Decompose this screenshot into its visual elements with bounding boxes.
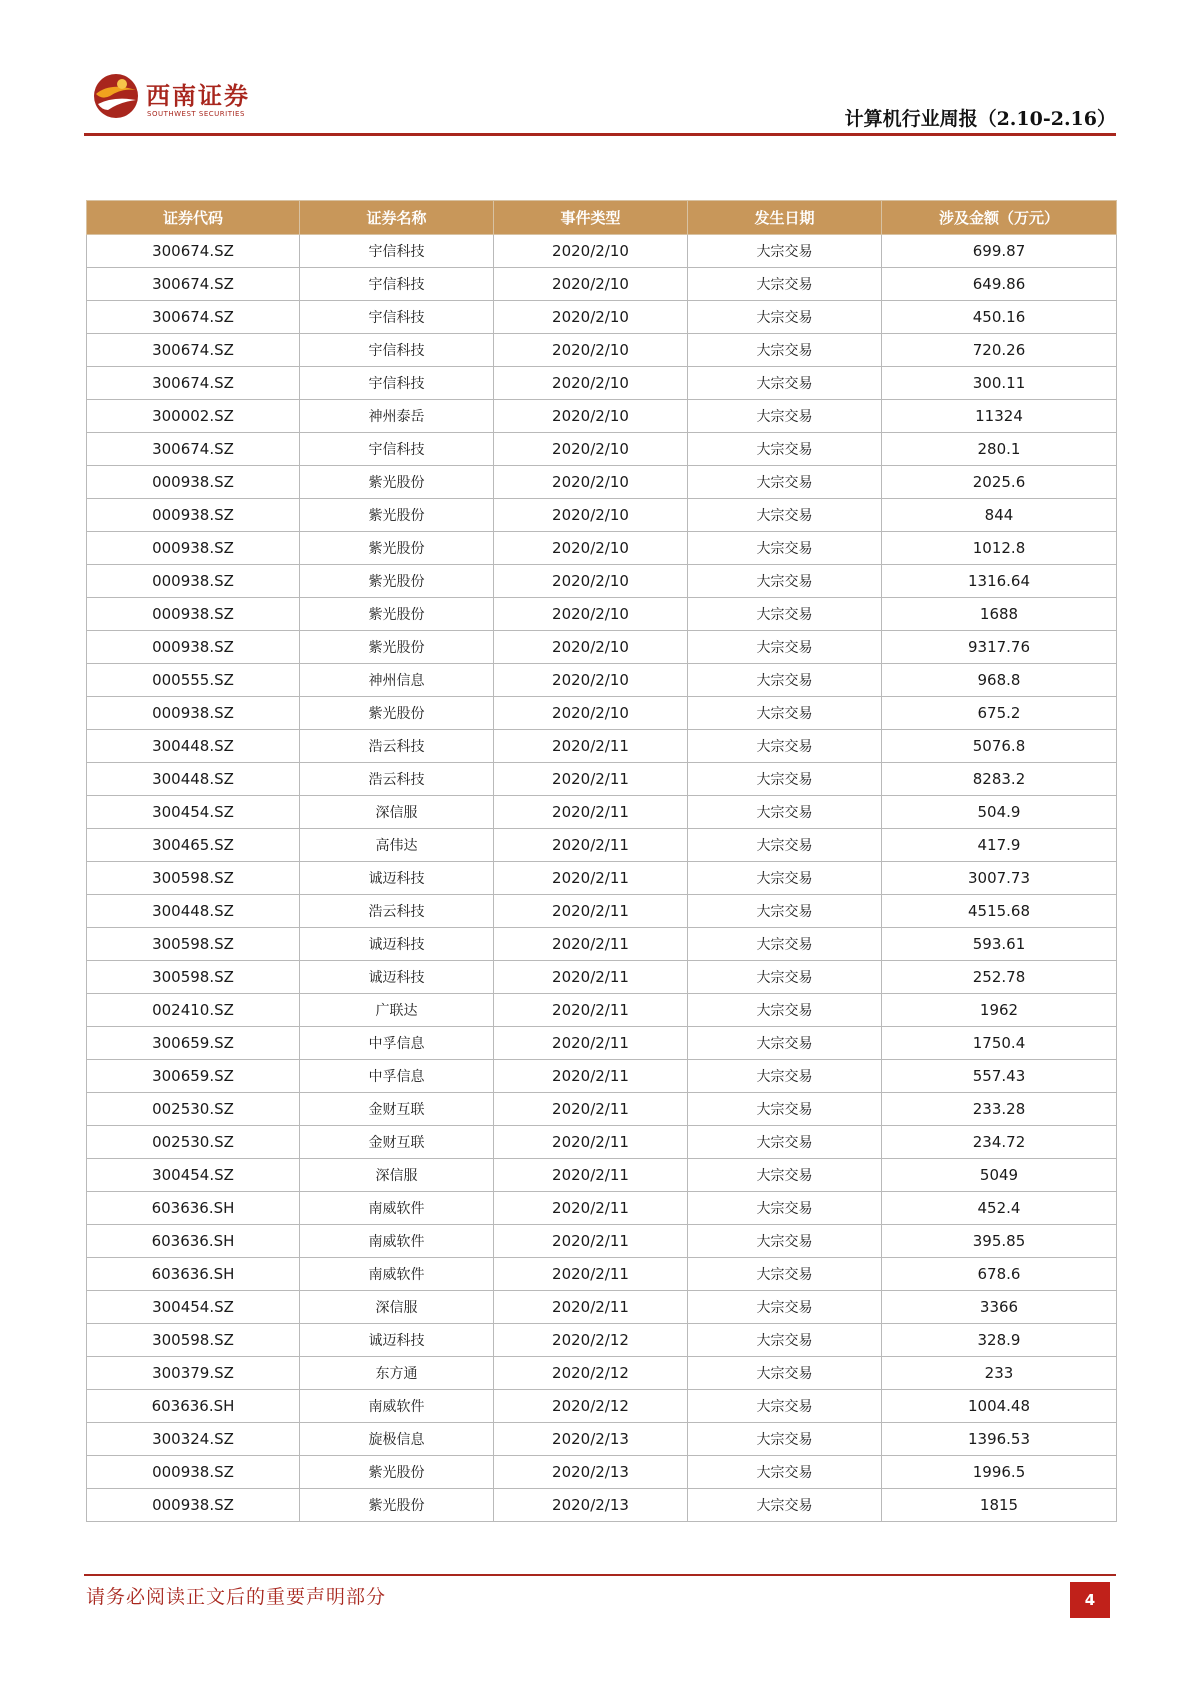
table-row bbox=[87, 994, 1117, 1027]
table-row bbox=[87, 928, 1117, 961]
security-code-cell: 002530.SZ bbox=[87, 1093, 300, 1126]
event-type-cell: 2020/2/10 bbox=[494, 598, 688, 631]
date-cell: 大宗交易 bbox=[688, 1390, 882, 1423]
security-code-cell: 300674.SZ bbox=[87, 433, 300, 466]
amount-cell: 720.26 bbox=[882, 334, 1117, 367]
amount-cell: 5076.8 bbox=[882, 730, 1117, 763]
date-cell: 大宗交易 bbox=[688, 367, 882, 400]
date-cell: 大宗交易 bbox=[688, 697, 882, 730]
amount-cell: 3366 bbox=[882, 1291, 1117, 1324]
security-code-cell: 300674.SZ bbox=[87, 367, 300, 400]
security-name-cell: 宇信科技 bbox=[300, 334, 494, 367]
amount-cell: 968.8 bbox=[882, 664, 1117, 697]
disclaimer-note: 请务必阅读正文后的重要声明部分 bbox=[86, 1586, 387, 1608]
security-code-cell: 000555.SZ bbox=[87, 664, 300, 697]
table-row bbox=[87, 730, 1117, 763]
date-cell: 大宗交易 bbox=[688, 829, 882, 862]
event-type-cell: 2020/2/10 bbox=[494, 631, 688, 664]
table-row bbox=[87, 367, 1117, 400]
event-type-cell: 2020/2/11 bbox=[494, 763, 688, 796]
amount-cell: 9317.76 bbox=[882, 631, 1117, 664]
security-code-cell: 300324.SZ bbox=[87, 1423, 300, 1456]
amount-cell: 328.9 bbox=[882, 1324, 1117, 1357]
date-cell: 大宗交易 bbox=[688, 1324, 882, 1357]
security-name-cell: 旋极信息 bbox=[300, 1423, 494, 1456]
security-name-cell: 浩云科技 bbox=[300, 895, 494, 928]
event-type-cell: 2020/2/10 bbox=[494, 301, 688, 334]
table-row bbox=[87, 895, 1117, 928]
date-cell: 大宗交易 bbox=[688, 895, 882, 928]
security-name-cell: 东方通 bbox=[300, 1357, 494, 1390]
table-row bbox=[87, 862, 1117, 895]
security-name-cell: 宇信科技 bbox=[300, 301, 494, 334]
amount-cell: 1316.64 bbox=[882, 565, 1117, 598]
table-row bbox=[87, 697, 1117, 730]
amount-cell: 233 bbox=[882, 1357, 1117, 1390]
table-row bbox=[87, 1159, 1117, 1192]
event-type-cell: 2020/2/10 bbox=[494, 433, 688, 466]
event-type-cell: 2020/2/11 bbox=[494, 1126, 688, 1159]
security-code-cell: 300379.SZ bbox=[87, 1357, 300, 1390]
event-type-cell: 2020/2/10 bbox=[494, 664, 688, 697]
amount-cell: 675.2 bbox=[882, 697, 1117, 730]
security-name-cell: 宇信科技 bbox=[300, 433, 494, 466]
date-cell: 大宗交易 bbox=[688, 1159, 882, 1192]
security-code-cell: 300002.SZ bbox=[87, 400, 300, 433]
table-row bbox=[87, 1423, 1117, 1456]
table-row bbox=[87, 664, 1117, 697]
table-header bbox=[87, 201, 1117, 235]
security-name-cell: 浩云科技 bbox=[300, 730, 494, 763]
event-type-cell: 2020/2/10 bbox=[494, 235, 688, 268]
event-type-cell: 2020/2/10 bbox=[494, 334, 688, 367]
event-type-cell: 2020/2/10 bbox=[494, 268, 688, 301]
security-code-cell: 000938.SZ bbox=[87, 697, 300, 730]
date-cell: 大宗交易 bbox=[688, 928, 882, 961]
amount-cell: 1396.53 bbox=[882, 1423, 1117, 1456]
table-row bbox=[87, 1324, 1117, 1357]
table-header-row bbox=[87, 201, 1117, 235]
event-type-cell: 2020/2/11 bbox=[494, 994, 688, 1027]
security-code-cell: 300448.SZ bbox=[87, 730, 300, 763]
block-trade-table-container bbox=[86, 200, 1116, 1522]
security-code-cell: 300674.SZ bbox=[87, 334, 300, 367]
event-type-cell: 2020/2/11 bbox=[494, 928, 688, 961]
security-code-cell: 300674.SZ bbox=[87, 268, 300, 301]
amount-cell: 1815 bbox=[882, 1489, 1117, 1522]
security-name-cell: 宇信科技 bbox=[300, 235, 494, 268]
date-cell: 大宗交易 bbox=[688, 1291, 882, 1324]
security-code-cell: 002530.SZ bbox=[87, 1126, 300, 1159]
security-name-cell: 南威软件 bbox=[300, 1192, 494, 1225]
event-type-cell: 2020/2/11 bbox=[494, 1159, 688, 1192]
date-cell: 大宗交易 bbox=[688, 532, 882, 565]
event-type-cell: 2020/2/11 bbox=[494, 796, 688, 829]
logo-english-name: SOUTHWEST SECURITIES bbox=[147, 110, 245, 118]
amount-cell: 593.61 bbox=[882, 928, 1117, 961]
column-header-security-name: 证券名称 bbox=[300, 201, 494, 235]
event-type-cell: 2020/2/10 bbox=[494, 565, 688, 598]
table-row bbox=[87, 598, 1117, 631]
page-number: 4 bbox=[1070, 1582, 1110, 1618]
amount-cell: 252.78 bbox=[882, 961, 1117, 994]
security-name-cell: 深信服 bbox=[300, 1291, 494, 1324]
date-cell: 大宗交易 bbox=[688, 1357, 882, 1390]
date-cell: 大宗交易 bbox=[688, 598, 882, 631]
table-row bbox=[87, 1093, 1117, 1126]
date-cell: 大宗交易 bbox=[688, 565, 882, 598]
amount-cell: 699.87 bbox=[882, 235, 1117, 268]
security-name-cell: 神州信息 bbox=[300, 664, 494, 697]
security-code-cell: 300448.SZ bbox=[87, 763, 300, 796]
security-name-cell: 金财互联 bbox=[300, 1126, 494, 1159]
amount-cell: 452.4 bbox=[882, 1192, 1117, 1225]
security-name-cell: 深信服 bbox=[300, 796, 494, 829]
table-row bbox=[87, 829, 1117, 862]
security-code-cell: 603636.SH bbox=[87, 1192, 300, 1225]
security-code-cell: 000938.SZ bbox=[87, 532, 300, 565]
security-code-cell: 300454.SZ bbox=[87, 796, 300, 829]
date-cell: 大宗交易 bbox=[688, 763, 882, 796]
table-row bbox=[87, 631, 1117, 664]
table-row bbox=[87, 499, 1117, 532]
date-cell: 大宗交易 bbox=[688, 268, 882, 301]
amount-cell: 504.9 bbox=[882, 796, 1117, 829]
date-cell: 大宗交易 bbox=[688, 1192, 882, 1225]
date-cell: 大宗交易 bbox=[688, 994, 882, 1027]
date-cell: 大宗交易 bbox=[688, 1093, 882, 1126]
event-type-cell: 2020/2/10 bbox=[494, 400, 688, 433]
event-type-cell: 2020/2/11 bbox=[494, 895, 688, 928]
table-row bbox=[87, 1225, 1117, 1258]
event-type-cell: 2020/2/13 bbox=[494, 1489, 688, 1522]
report-title: 计算机行业周报（2.10-2.16） bbox=[844, 108, 1116, 130]
security-name-cell: 中孚信息 bbox=[300, 1060, 494, 1093]
security-name-cell: 南威软件 bbox=[300, 1390, 494, 1423]
table-row bbox=[87, 466, 1117, 499]
amount-cell: 11324 bbox=[882, 400, 1117, 433]
security-name-cell: 紫光股份 bbox=[300, 598, 494, 631]
date-cell: 大宗交易 bbox=[688, 961, 882, 994]
date-cell: 大宗交易 bbox=[688, 730, 882, 763]
security-code-cell: 000938.SZ bbox=[87, 1489, 300, 1522]
event-type-cell: 2020/2/11 bbox=[494, 1225, 688, 1258]
security-code-cell: 002410.SZ bbox=[87, 994, 300, 1027]
security-code-cell: 603636.SH bbox=[87, 1390, 300, 1423]
security-name-cell: 紫光股份 bbox=[300, 499, 494, 532]
security-code-cell: 300674.SZ bbox=[87, 301, 300, 334]
table-row bbox=[87, 1357, 1117, 1390]
security-name-cell: 宇信科技 bbox=[300, 268, 494, 301]
security-name-cell: 浩云科技 bbox=[300, 763, 494, 796]
date-cell: 大宗交易 bbox=[688, 1489, 882, 1522]
security-code-cell: 300598.SZ bbox=[87, 862, 300, 895]
event-type-cell: 2020/2/12 bbox=[494, 1357, 688, 1390]
header-divider bbox=[84, 133, 1116, 136]
security-name-cell: 金财互联 bbox=[300, 1093, 494, 1126]
table-row bbox=[87, 301, 1117, 334]
date-cell: 大宗交易 bbox=[688, 631, 882, 664]
security-code-cell: 000938.SZ bbox=[87, 598, 300, 631]
security-code-cell: 300659.SZ bbox=[87, 1060, 300, 1093]
date-cell: 大宗交易 bbox=[688, 433, 882, 466]
date-cell: 大宗交易 bbox=[688, 862, 882, 895]
event-type-cell: 2020/2/11 bbox=[494, 829, 688, 862]
table-body bbox=[87, 235, 1117, 1522]
security-code-cell: 000938.SZ bbox=[87, 466, 300, 499]
amount-cell: 300.11 bbox=[882, 367, 1117, 400]
amount-cell: 1688 bbox=[882, 598, 1117, 631]
event-type-cell: 2020/2/12 bbox=[494, 1390, 688, 1423]
event-type-cell: 2020/2/11 bbox=[494, 1027, 688, 1060]
event-type-cell: 2020/2/10 bbox=[494, 697, 688, 730]
block-trade-table bbox=[86, 200, 1117, 1522]
table-row bbox=[87, 1456, 1117, 1489]
amount-cell: 4515.68 bbox=[882, 895, 1117, 928]
date-cell: 大宗交易 bbox=[688, 1060, 882, 1093]
security-name-cell: 南威软件 bbox=[300, 1258, 494, 1291]
security-code-cell: 300465.SZ bbox=[87, 829, 300, 862]
event-type-cell: 2020/2/13 bbox=[494, 1456, 688, 1489]
table-row bbox=[87, 1489, 1117, 1522]
column-header-event-type: 事件类型 bbox=[494, 201, 688, 235]
security-code-cell: 300674.SZ bbox=[87, 235, 300, 268]
event-type-cell: 2020/2/11 bbox=[494, 1093, 688, 1126]
security-name-cell: 紫光股份 bbox=[300, 1456, 494, 1489]
security-code-cell: 300598.SZ bbox=[87, 961, 300, 994]
security-name-cell: 神州泰岳 bbox=[300, 400, 494, 433]
amount-cell: 233.28 bbox=[882, 1093, 1117, 1126]
table-row bbox=[87, 400, 1117, 433]
table-row bbox=[87, 1027, 1117, 1060]
security-code-cell: 300659.SZ bbox=[87, 1027, 300, 1060]
event-type-cell: 2020/2/10 bbox=[494, 532, 688, 565]
date-cell: 大宗交易 bbox=[688, 1423, 882, 1456]
security-code-cell: 000938.SZ bbox=[87, 631, 300, 664]
security-name-cell: 广联达 bbox=[300, 994, 494, 1027]
table-row bbox=[87, 565, 1117, 598]
security-code-cell: 000938.SZ bbox=[87, 499, 300, 532]
column-header-security-code: 证券代码 bbox=[87, 201, 300, 235]
event-type-cell: 2020/2/11 bbox=[494, 1060, 688, 1093]
date-cell: 大宗交易 bbox=[688, 1126, 882, 1159]
security-name-cell: 紫光股份 bbox=[300, 697, 494, 730]
amount-cell: 1004.48 bbox=[882, 1390, 1117, 1423]
amount-cell: 234.72 bbox=[882, 1126, 1117, 1159]
table-row bbox=[87, 433, 1117, 466]
table-row bbox=[87, 334, 1117, 367]
amount-cell: 450.16 bbox=[882, 301, 1117, 334]
security-name-cell: 宇信科技 bbox=[300, 367, 494, 400]
security-code-cell: 000938.SZ bbox=[87, 1456, 300, 1489]
security-code-cell: 300454.SZ bbox=[87, 1159, 300, 1192]
amount-cell: 1012.8 bbox=[882, 532, 1117, 565]
amount-cell: 2025.6 bbox=[882, 466, 1117, 499]
table-row bbox=[87, 1390, 1117, 1423]
security-name-cell: 诚迈科技 bbox=[300, 1324, 494, 1357]
security-name-cell: 高伟达 bbox=[300, 829, 494, 862]
amount-cell: 5049 bbox=[882, 1159, 1117, 1192]
event-type-cell: 2020/2/11 bbox=[494, 961, 688, 994]
security-name-cell: 诚迈科技 bbox=[300, 928, 494, 961]
event-type-cell: 2020/2/12 bbox=[494, 1324, 688, 1357]
amount-cell: 8283.2 bbox=[882, 763, 1117, 796]
security-name-cell: 诚迈科技 bbox=[300, 862, 494, 895]
table-row bbox=[87, 1291, 1117, 1324]
event-type-cell: 2020/2/11 bbox=[494, 1192, 688, 1225]
security-name-cell: 紫光股份 bbox=[300, 466, 494, 499]
security-code-cell: 300448.SZ bbox=[87, 895, 300, 928]
date-cell: 大宗交易 bbox=[688, 796, 882, 829]
amount-cell: 1750.4 bbox=[882, 1027, 1117, 1060]
amount-cell: 1996.5 bbox=[882, 1456, 1117, 1489]
event-type-cell: 2020/2/10 bbox=[494, 367, 688, 400]
page-header bbox=[0, 0, 1200, 140]
table-row bbox=[87, 235, 1117, 268]
security-code-cell: 300454.SZ bbox=[87, 1291, 300, 1324]
event-type-cell: 2020/2/11 bbox=[494, 730, 688, 763]
table-row bbox=[87, 1192, 1117, 1225]
security-name-cell: 深信服 bbox=[300, 1159, 494, 1192]
amount-cell: 678.6 bbox=[882, 1258, 1117, 1291]
table-row bbox=[87, 961, 1117, 994]
date-cell: 大宗交易 bbox=[688, 1027, 882, 1060]
security-name-cell: 诚迈科技 bbox=[300, 961, 494, 994]
date-cell: 大宗交易 bbox=[688, 499, 882, 532]
date-cell: 大宗交易 bbox=[688, 235, 882, 268]
date-cell: 大宗交易 bbox=[688, 301, 882, 334]
table-row bbox=[87, 796, 1117, 829]
amount-cell: 395.85 bbox=[882, 1225, 1117, 1258]
event-type-cell: 2020/2/11 bbox=[494, 1291, 688, 1324]
table-row bbox=[87, 1126, 1117, 1159]
date-cell: 大宗交易 bbox=[688, 334, 882, 367]
amount-cell: 649.86 bbox=[882, 268, 1117, 301]
event-type-cell: 2020/2/10 bbox=[494, 466, 688, 499]
footer-divider bbox=[84, 1574, 1116, 1576]
security-code-cell: 603636.SH bbox=[87, 1258, 300, 1291]
event-type-cell: 2020/2/13 bbox=[494, 1423, 688, 1456]
date-cell: 大宗交易 bbox=[688, 466, 882, 499]
security-name-cell: 中孚信息 bbox=[300, 1027, 494, 1060]
column-header-amount: 涉及金额（万元） bbox=[882, 201, 1117, 235]
security-name-cell: 紫光股份 bbox=[300, 532, 494, 565]
table-row bbox=[87, 763, 1117, 796]
amount-cell: 3007.73 bbox=[882, 862, 1117, 895]
security-name-cell: 紫光股份 bbox=[300, 565, 494, 598]
event-type-cell: 2020/2/11 bbox=[494, 1258, 688, 1291]
date-cell: 大宗交易 bbox=[688, 664, 882, 697]
amount-cell: 280.1 bbox=[882, 433, 1117, 466]
column-header-date: 发生日期 bbox=[688, 201, 882, 235]
security-code-cell: 300598.SZ bbox=[87, 1324, 300, 1357]
security-name-cell: 紫光股份 bbox=[300, 1489, 494, 1522]
company-logo bbox=[92, 72, 268, 130]
date-cell: 大宗交易 bbox=[688, 1225, 882, 1258]
logo-chinese-name: 西南证券 bbox=[146, 81, 250, 110]
table-row bbox=[87, 1258, 1117, 1291]
table-row bbox=[87, 532, 1117, 565]
security-code-cell: 300598.SZ bbox=[87, 928, 300, 961]
event-type-cell: 2020/2/10 bbox=[494, 499, 688, 532]
event-type-cell: 2020/2/11 bbox=[494, 862, 688, 895]
date-cell: 大宗交易 bbox=[688, 400, 882, 433]
table-row bbox=[87, 268, 1117, 301]
logo-mark-icon bbox=[92, 72, 140, 120]
amount-cell: 557.43 bbox=[882, 1060, 1117, 1093]
amount-cell: 417.9 bbox=[882, 829, 1117, 862]
security-code-cell: 603636.SH bbox=[87, 1225, 300, 1258]
date-cell: 大宗交易 bbox=[688, 1258, 882, 1291]
security-name-cell: 紫光股份 bbox=[300, 631, 494, 664]
security-name-cell: 南威软件 bbox=[300, 1225, 494, 1258]
security-code-cell: 000938.SZ bbox=[87, 565, 300, 598]
table-row bbox=[87, 1060, 1117, 1093]
date-cell: 大宗交易 bbox=[688, 1456, 882, 1489]
amount-cell: 844 bbox=[882, 499, 1117, 532]
amount-cell: 1962 bbox=[882, 994, 1117, 1027]
